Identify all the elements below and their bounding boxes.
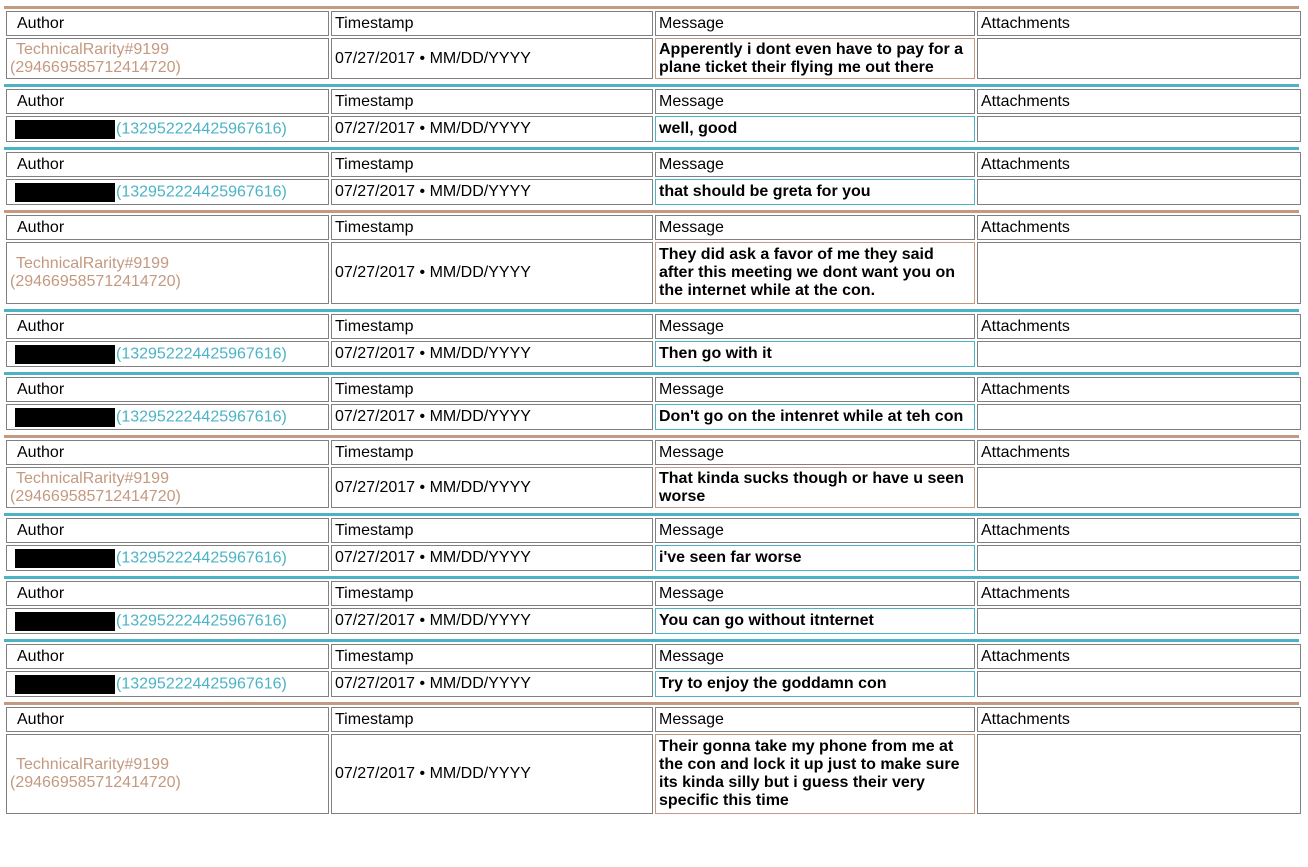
- author-header: Author: [6, 89, 329, 114]
- message-header: Message: [655, 707, 975, 732]
- timestamp-header: Timestamp: [331, 11, 653, 36]
- message-header: Message: [655, 152, 975, 177]
- message-header: Message: [655, 11, 975, 36]
- attachments-header: Attachments: [977, 11, 1301, 36]
- timestamp-header: Timestamp: [331, 518, 653, 543]
- author-cell: [6, 341, 329, 367]
- author-cell: [6, 734, 329, 814]
- message-row: [6, 404, 1301, 430]
- message-table: [4, 642, 1303, 699]
- author-header: Author: [6, 518, 329, 543]
- author-header: Author: [6, 377, 329, 402]
- attachments-cell: [977, 179, 1301, 205]
- message-cell[interactable]: i've seen far worse: [655, 545, 975, 571]
- author-id: (294669585712414720): [10, 487, 181, 505]
- message-row: [6, 179, 1301, 205]
- timestamp-cell: 07/27/2017 • MM/DD/YYYY: [331, 341, 653, 367]
- author-id: (132952224425967616): [116, 549, 287, 567]
- message-cell[interactable]: Apperently i dont even have to pay for a plane ticket their flying me out there: [655, 38, 975, 79]
- message-block: [4, 435, 1299, 510]
- author-cell: [6, 608, 329, 634]
- message-block: [4, 309, 1299, 369]
- message-row: [6, 116, 1301, 142]
- message-cell[interactable]: They did ask a favor of me they said after this meeting we dont want you on the internet while at the con.: [655, 242, 975, 304]
- header-row: [6, 440, 1301, 465]
- attachments-cell: [977, 38, 1301, 79]
- message-row: [6, 467, 1301, 508]
- author-id: (132952224425967616): [116, 612, 287, 630]
- attachments-header: Attachments: [977, 581, 1301, 606]
- attachments-header: Attachments: [977, 518, 1301, 543]
- message-cell[interactable]: well, good: [655, 116, 975, 142]
- message-table: [4, 150, 1303, 207]
- header-row: [6, 581, 1301, 606]
- message-cell[interactable]: that should be greta for you: [655, 179, 975, 205]
- author-id: (132952224425967616): [116, 120, 287, 138]
- message-header: Message: [655, 89, 975, 114]
- attachments-cell: [977, 467, 1301, 508]
- author-cell: [6, 116, 329, 142]
- author-cell: [6, 671, 329, 697]
- message-cell[interactable]: You can go without itnternet: [655, 608, 975, 634]
- message-row: [6, 734, 1301, 814]
- attachments-header: Attachments: [977, 440, 1301, 465]
- author-name: TechnicalRarity#9199: [16, 40, 169, 58]
- message-row: [6, 545, 1301, 571]
- timestamp-header: Timestamp: [331, 152, 653, 177]
- timestamp-cell: 07/27/2017 • MM/DD/YYYY: [331, 671, 653, 697]
- redacted-name-bar: [15, 183, 115, 202]
- timestamp-header: Timestamp: [331, 707, 653, 732]
- author-header: Author: [6, 314, 329, 339]
- author-id: (132952224425967616): [116, 408, 287, 426]
- message-table: [4, 705, 1303, 816]
- attachments-cell: [977, 341, 1301, 367]
- message-header: Message: [655, 440, 975, 465]
- message-header: Message: [655, 518, 975, 543]
- redacted-name-bar: [15, 549, 115, 568]
- timestamp-header: Timestamp: [331, 644, 653, 669]
- message-block: [4, 6, 1299, 81]
- message-table: [4, 579, 1303, 636]
- author-header: Author: [6, 11, 329, 36]
- author-name: TechnicalRarity#9199: [16, 469, 169, 487]
- author-cell: [6, 38, 329, 79]
- author-id: (132952224425967616): [116, 183, 287, 201]
- timestamp-cell: 07/27/2017 • MM/DD/YYYY: [331, 404, 653, 430]
- timestamp-cell: 07/27/2017 • MM/DD/YYYY: [331, 545, 653, 571]
- message-row: [6, 341, 1301, 367]
- attachments-header: Attachments: [977, 215, 1301, 240]
- attachments-cell: [977, 242, 1301, 304]
- timestamp-cell: 07/27/2017 • MM/DD/YYYY: [331, 179, 653, 205]
- author-name: TechnicalRarity#9199: [16, 756, 169, 773]
- redacted-name-bar: [15, 120, 115, 139]
- author-id: (294669585712414720): [10, 774, 181, 791]
- redacted-name-bar: [15, 345, 115, 364]
- message-cell[interactable]: That kinda sucks though or have u seen worse: [655, 467, 975, 508]
- message-row: [6, 38, 1301, 79]
- message-block: [4, 147, 1299, 207]
- message-block: [4, 513, 1299, 573]
- timestamp-cell: 07/27/2017 • MM/DD/YYYY: [331, 734, 653, 814]
- message-block: [4, 576, 1299, 636]
- attachments-header: Attachments: [977, 707, 1301, 732]
- timestamp-header: Timestamp: [331, 89, 653, 114]
- message-cell[interactable]: Don't go on the intenret while at teh con: [655, 404, 975, 430]
- attachments-cell: [977, 116, 1301, 142]
- message-table: [4, 375, 1303, 432]
- author-header: Author: [6, 644, 329, 669]
- attachments-cell: [977, 608, 1301, 634]
- author-header: Author: [6, 215, 329, 240]
- header-row: [6, 518, 1301, 543]
- header-row: [6, 152, 1301, 177]
- message-table: [4, 312, 1303, 369]
- message-header: Message: [655, 377, 975, 402]
- timestamp-header: Timestamp: [331, 581, 653, 606]
- attachments-cell: [977, 734, 1301, 814]
- author-cell: [6, 404, 329, 430]
- header-row: [6, 377, 1301, 402]
- timestamp-header: Timestamp: [331, 314, 653, 339]
- timestamp-header: Timestamp: [331, 440, 653, 465]
- author-header: Author: [6, 440, 329, 465]
- redacted-name-bar: [15, 408, 115, 427]
- message-header: Message: [655, 581, 975, 606]
- attachments-cell: [977, 671, 1301, 697]
- message-row: [6, 671, 1301, 697]
- timestamp-cell: 07/27/2017 • MM/DD/YYYY: [331, 467, 653, 508]
- author-name: TechnicalRarity#9199: [16, 255, 169, 272]
- message-block: [4, 372, 1299, 432]
- author-cell: [6, 179, 329, 205]
- header-row: [6, 707, 1301, 732]
- author-id: (132952224425967616): [116, 345, 287, 363]
- author-header: Author: [6, 152, 329, 177]
- author-id: (294669585712414720): [10, 58, 181, 76]
- message-table: [4, 213, 1303, 306]
- header-row: [6, 215, 1301, 240]
- timestamp-header: Timestamp: [331, 215, 653, 240]
- message-table: [4, 9, 1303, 81]
- message-row: [6, 242, 1301, 304]
- message-cell[interactable]: Try to enjoy the goddamn con: [655, 671, 975, 697]
- author-cell: [6, 242, 329, 304]
- author-id: (132952224425967616): [116, 675, 287, 693]
- message-cell[interactable]: Then go with it: [655, 341, 975, 367]
- attachments-header: Attachments: [977, 314, 1301, 339]
- header-row: [6, 89, 1301, 114]
- message-table: [4, 438, 1303, 510]
- redacted-name-bar: [15, 675, 115, 694]
- message-row: [6, 608, 1301, 634]
- message-log: [4, 6, 1299, 819]
- message-block: [4, 639, 1299, 699]
- attachments-cell: [977, 545, 1301, 571]
- header-row: [6, 644, 1301, 669]
- timestamp-cell: 07/27/2017 • MM/DD/YYYY: [331, 242, 653, 304]
- message-block: [4, 84, 1299, 144]
- attachments-header: Attachments: [977, 152, 1301, 177]
- message-block: [4, 702, 1299, 816]
- timestamp-header: Timestamp: [331, 377, 653, 402]
- author-cell: [6, 467, 329, 508]
- timestamp-cell: 07/27/2017 • MM/DD/YYYY: [331, 38, 653, 79]
- author-cell: [6, 545, 329, 571]
- author-id: (294669585712414720): [10, 273, 181, 290]
- attachments-cell: [977, 404, 1301, 430]
- attachments-header: Attachments: [977, 644, 1301, 669]
- timestamp-cell: 07/27/2017 • MM/DD/YYYY: [331, 116, 653, 142]
- author-header: Author: [6, 707, 329, 732]
- message-header: Message: [655, 215, 975, 240]
- message-table: [4, 87, 1303, 144]
- attachments-header: Attachments: [977, 377, 1301, 402]
- message-cell[interactable]: Their gonna take my phone from me at the con and lock it up just to make sure its kinda silly but i guess their very specific this time: [655, 734, 975, 814]
- message-block: [4, 210, 1299, 306]
- redacted-name-bar: [15, 612, 115, 631]
- message-table: [4, 516, 1303, 573]
- attachments-header: Attachments: [977, 89, 1301, 114]
- message-header: Message: [655, 314, 975, 339]
- timestamp-cell: 07/27/2017 • MM/DD/YYYY: [331, 608, 653, 634]
- header-row: [6, 11, 1301, 36]
- header-row: [6, 314, 1301, 339]
- author-header: Author: [6, 581, 329, 606]
- message-header: Message: [655, 644, 975, 669]
